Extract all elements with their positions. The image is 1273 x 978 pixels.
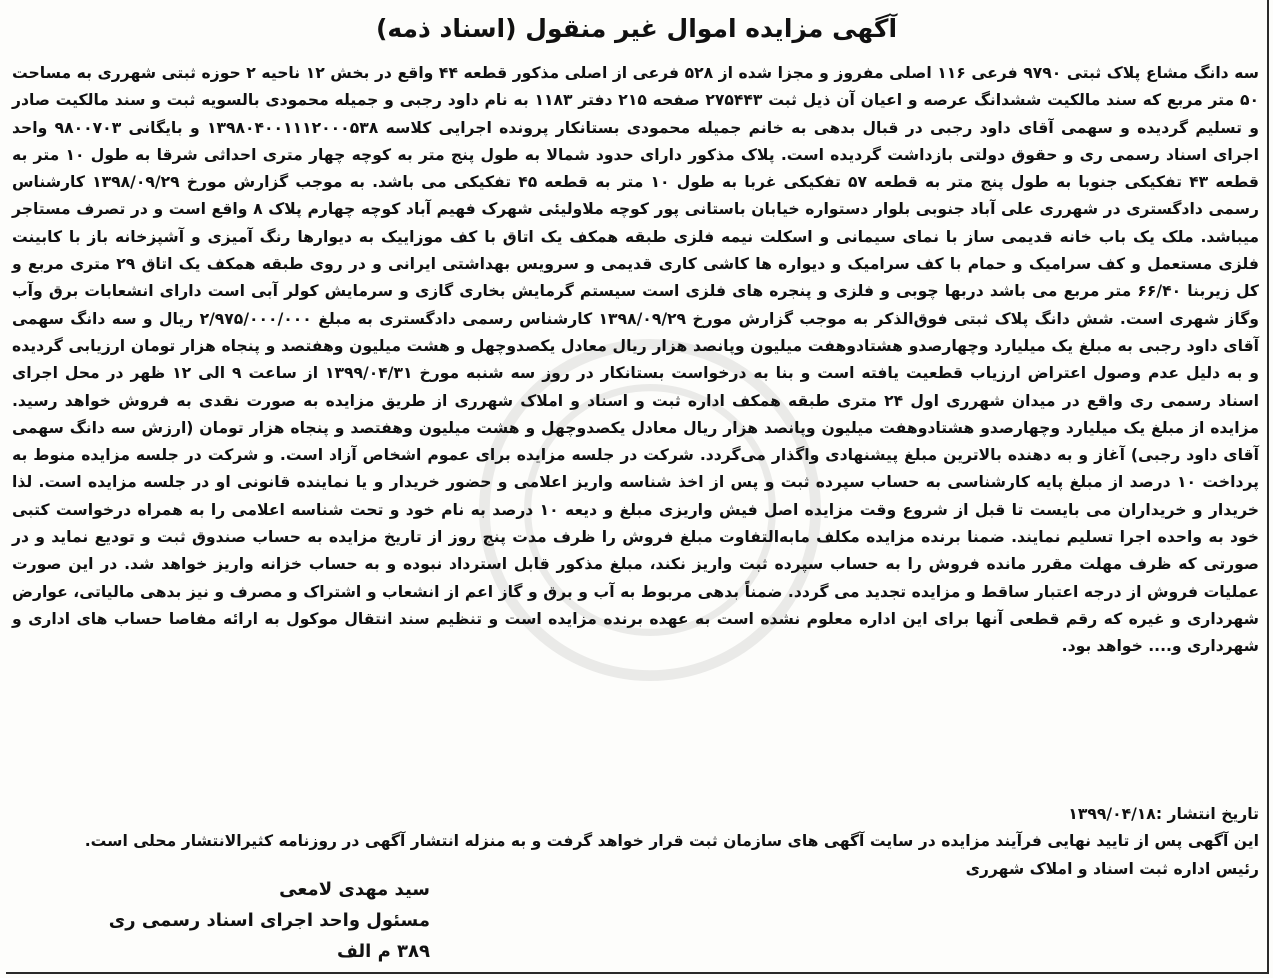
signatory-role: مسئول واحد اجرای اسناد رسمی ری: [108, 910, 430, 931]
office-head: رئیس اداره ثبت اسناد و املاک شهرری: [965, 859, 1259, 878]
notice-title: آگهی مزایده اموال غیر منقول (اسناد ذمه): [375, 14, 898, 43]
signatory-name: سید مهدی لامعی: [279, 879, 430, 900]
notice-body: [12, 60, 1259, 661]
notice-body-paragraph: سه دانگ مشاع پلاک ثبتی ۹۷۹۰ فرعی ۱۱۶ اصلی مفروز و مجزا شده از ۵۲۸ فرعی از اصلی مذکور قطعه ۴۴ واقع در بخش ۱۲ ناحیه ۲ حوزه ثبتی شهرری به مساحت ۵۰ متر مربع که سند مالکیت ششدانگ عرصه و اعیان آن ذیل ثبت ۲۷۵۴۴۳ صفحه ۲۱۵ دفتر ۱۱۸۳ به نام داود رجبی و جمیله محمودی بالسویه ثبت و سند مالکیت صادر و تسلیم گردیده و سهمی آقای داود رجبی در قبال بدهی به خانم جمیله محمودی بستانکار پرونده اجرایی کلاسه ۱۳۹۸۰۴۰۰۱۱۱۲۰۰۰۵۳۸ و بایگانی ۹۸۰۰۷۰۳ واحد اجرای اسناد رسمی ری و حقوق دولتی بازداشت گردیده است. پلاک مذکور دارای حدود شمالا به طول پنج متر به کوچه چهار متری احداثی شرقا به طول ۱۰ متر به قطعه ۴۳ تفکیکی جنوبا به طول پنج متر به قطعه ۵۷ تفکیکی غربا به طول ۱۰ متر به قطعه ۴۵ تفکیکی می باشد. به موجب گزارش مورخ ۱۳۹۸/۰۹/۲۹ کارشناس رسمی دادگستری در شهرری علی آباد جنوبی بلوار دستواره خیابان باستانی پور کوچه ملاولیئی شهرک فهیم آباد کوچه چهارم پلاک ۸ واقع است و در تصرف مستاجر میباشد. ملک یک باب خانه قدیمی ساز با نمای سیمانی و اسکلت نیمه فلزی طبقه همکف یک اتاق با کف موزاییک به دیوارها رنگ آمیزی و آشپزخانه باز با کابینت فلزی مستعمل و کف سرامیک و حمام با کف سرامیک و دیواره ها کاشی کاری قدیمی و سرویس بهداشتی ایرانی و در روی طبقه همکف یک اتاق ۲۹ متری مربع و کل زیربنا ۶۶/۴۰ متر مربع می باشد دربها چوبی و فلزی و پنجره های فلزی است سیستم گرمایش بخاری گازی و سرمایش کولر آبی است دارای انشعابات برق وآب وگاز شهری است. شش دانگ پلاک ثبتی فوق‌الذکر به موجب گزارش مورخ ۱۳۹۸/۰۹/۲۹ کارشناس رسمی دادگستری به مبلغ ۲/۹۷۵/۰۰۰/۰۰۰ ریال و سه دانگ سهمی آقای داود رجبی به مبلغ یک میلیارد وچهارصدو هشتادوهفت میلیون وپانصد هزار ریال معادل یکصدوچهل و هشت میلیون وهفتصد و پنجاه هزار تومان ارزیابی گردیده و به دلیل عدم وصول اعتراض ارزیاب قطعیت یافته است و بنا به درخواست بستانکار در روز سه شنبه مورخ ۱۳۹۹/۰۴/۳۱ از ساعت ۹ الی ۱۲ ظهر در محل اجرای اسناد رسمی ری واقع در میدان شهرری اول ۲۴ متری طبقه همکف اداره ثبت و اسناد و املاک شهرری از طریق مزایده به صورت نقدی به فروش خواهد رسید. مزایده از مبلغ یک میلیارد وچهارصدو هشتادوهفت میلیون وپانصد هزار ریال معادل یکصدوچهل و هشت میلیون وهفتصد و پنجاه هزار تومان (ارزش سه دانگ سهمی آقای داود رجبی) آغاز و به دهنده بالاترین مبلغ پیشنهادی واگذار می‌گردد. شرکت در جلسه مزایده برای عموم اشخاص آزاد است. و شرکت در جلسه مزایده منوط به پرداخت ۱۰ درصد از مبلغ پایه کارشناسی به حساب سپرده ثبت و پس از اخذ شناسه واریز اعلامی و حضور خریدار و یا نماینده قانونی او در جلسه مزایده است. لذا خریدار و خریداران می بایست تا قبل از شروع وقت مزایده اصل فیش واریزی مبلغ و دیعه ۱۰ درصد به نام خود و تحت شناسه اعلامی را به همراه درخواست کتبی خود به واحده اجرا تسلیم نمایند. ضمنا برنده مزایده مکلف مابه‌التفاوت مبلغ فروش را ظرف مدت پنج روز از تاریخ مزایده به حساب صندوق ثبت و تودیع نماید و در صورتی که ظرف مهلت مقرر مانده فروش را به حساب سپرده ثبت واریز نکند، مبلغ مذکور قابل استرداد نبوده و به حساب خزانه واریز خواهد شد. در این صورت عملیات فروش از درجه اعتبار ساقط و مزایده تجدید می گردد. ضمناً بدهی مربوط به آب و برق و گاز اعم از انشعاب و اشتراک و مصرف و نیز بدهی مالیاتی، عوارض شهرداری و غیره که رقم قطعی آنها برای این اداره معلوم نشده است به عهده برنده مزایده است و تنظیم سند انتقال موکول به ارائه مفاصا حساب های اداری و شهرداری و.... خواهد بود.: [12, 64, 1260, 656]
notice-footnote: این آگهی پس از تایید نهایی فرآیند مزایده در سایت آگهی های سازمان ثبت قرار خواهد گرفت و به منزله انتشار آگهی در روزنامه کثیرالانتشار محلی است.: [84, 832, 1259, 851]
publish-date: تاریخ انتشار :۱۳۹۹/۰۴/۱۸: [1068, 805, 1259, 823]
notice-closing: [12, 801, 1259, 883]
notice-code: ۳۸۹ م الف: [336, 941, 430, 962]
signature-block: [10, 874, 430, 967]
